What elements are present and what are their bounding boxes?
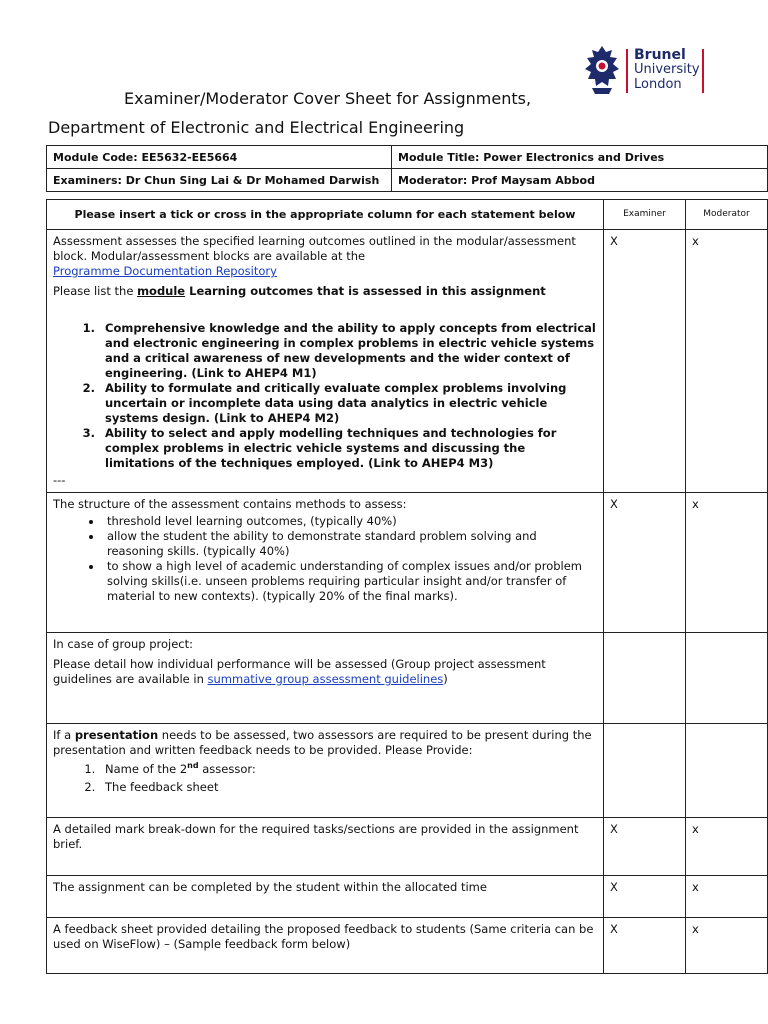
group-project-text [53,657,597,687]
examiner-mark[interactable] [604,633,686,724]
instruction-suffix: Learning outcomes that is assessed in this assignment [185,284,546,298]
checklist-row-allocated-time [47,876,768,918]
moderator-mark[interactable] [686,633,768,724]
bullet-item: • allow the student the ability to demonstrate standard problem solving and reasoning skills. (typically 40%) [103,529,597,559]
module-code-cell: Module Code: EE5632-EE5664 [47,146,392,169]
examiner-mark[interactable]: X [604,876,686,918]
logo-text-brunel: Brunel [634,47,686,63]
assessor-label-end: assessor: [198,762,256,776]
instruction-prefix: Please list the [53,284,138,298]
page-title-line-2: Department of Electronic and Electrical Engineering [48,118,465,137]
outcomes-trailer: --- [53,473,66,487]
bullet-item: • threshold level learning outcomes, (typically 40%) [103,514,597,529]
presentation-text-prefix: If a [53,728,75,742]
module-info-table [46,145,768,192]
info-row-module [47,146,768,169]
info-row-staff [47,169,768,192]
checklist-table [46,199,768,974]
examiner-mark[interactable]: X [604,493,686,633]
examiner-mark[interactable]: X [604,918,686,974]
checklist-row-mark-breakdown [47,818,768,876]
group-project-text-part: Please detail how individual performance will be assessed (Group project assessment guidelines are available in [53,657,546,686]
presentation-keyword: presentation [74,728,159,742]
column-moderator: Moderator [686,200,768,230]
moderator-cell: Moderator: Prof Maysam Abbod [392,169,768,192]
page-title-line-1: Examiner/Moderator Cover Sheet for Assignments, [124,89,532,108]
moderator-mark[interactable] [686,724,768,818]
statement-text-part: Assessment assesses the specified learning outcomes outlined in the modular/assessment block. Modular/assessment blocks are available at the [53,234,576,263]
checklist-row-feedback-sheet [47,918,768,974]
programme-repository-link[interactable]: Programme Documentation Repository [53,264,277,278]
presentation-text-suffix: needs to be assessed, two assessors are required to be present during the presentation and written feedback needs to be provided. Please Provide: [53,728,592,757]
statement-text [53,234,597,279]
bullet-item: • to show a high level of academic understanding of complex issues and/or problem solving skills(i.e. unseen problems requiring particular insight and/or transfer of material to new contexts). (typically 20% of the final marks). [103,559,597,604]
logo-divider-right [702,49,704,93]
outcome-item: 2. Ability to formulate and critically evaluate complex problems involving uncertain or incomplete data using data analytics in electric vehicle systems design. (Link to AHEP4 M2) [99,381,597,426]
presentation-text [53,728,597,758]
logo-text-university: University [634,62,700,77]
presentation-list [53,762,597,795]
outcome-item: 1. Comprehensive knowledge and the ability to apply concepts from electrical and electronic engineering in complex problems in electric vehicle systems and a critical awareness of new developments and the wider context of engineering. (Link to AHEP4 M1) [99,321,597,381]
crest-icon [582,44,622,96]
group-project-text-close: ) [443,672,448,686]
moderator-mark[interactable]: x [686,876,768,918]
structure-intro: The structure of the assessment contains methods to assess: [53,497,407,511]
assessor-ordinal: nd [187,761,199,771]
group-guidelines-link[interactable]: summative group assessment guidelines [207,672,444,686]
statement-cell [47,493,604,633]
structure-bullets [53,514,597,604]
statement-text: A detailed mark break-down for the required tasks/sections are provided in the assignment brief. [47,818,604,876]
statement-text: The assignment can be completed by the student within the allocated time [47,876,604,918]
moderator-mark[interactable]: x [686,493,768,633]
checklist-row-group-project [47,633,768,724]
module-title-cell: Module Title: Power Electronics and Drives [392,146,768,169]
presentation-item-assessor [99,762,597,777]
checklist-row-presentation [47,724,768,818]
instruction-module: module [137,284,186,298]
outcomes-list [53,321,597,471]
assessor-label: Name of the 2 [105,762,188,776]
checklist-row-assessment-structure [47,493,768,633]
column-examiner: Examiner [604,200,686,230]
statement-cell [47,633,604,724]
moderator-mark[interactable]: x [686,230,768,493]
examiner-mark[interactable] [604,724,686,818]
outcomes-instruction [53,284,597,299]
examiners-cell: Examiners: Dr Chun Sing Lai & Dr Mohamed Darwish [47,169,392,192]
group-project-heading: In case of group project: [53,637,194,651]
checklist-row-learning-outcomes [47,230,768,493]
examiner-mark[interactable]: X [604,818,686,876]
statement-cell [47,230,604,493]
brunel-logo [582,44,712,98]
moderator-mark[interactable]: x [686,818,768,876]
logo-divider [626,49,628,93]
examiner-mark[interactable]: X [604,230,686,493]
checklist-instruction: Please insert a tick or cross in the appropriate column for each statement below [47,200,604,230]
statement-cell [47,724,604,818]
outcome-item: 3. Ability to select and apply modelling techniques and technologies for complex problems in electric vehicle systems and discussing the limitations of the techniques employed. (Link to AHEP4 M3) [99,426,597,471]
checklist-header-row [47,200,768,230]
moderator-mark[interactable]: x [686,918,768,974]
presentation-item-feedback: 2. The feedback sheet [99,780,597,795]
statement-text: A feedback sheet provided detailing the proposed feedback to students (Same criteria can be used on WiseFlow) – (Sample feedback form below) [47,918,604,974]
logo-text-london: London [634,77,682,92]
